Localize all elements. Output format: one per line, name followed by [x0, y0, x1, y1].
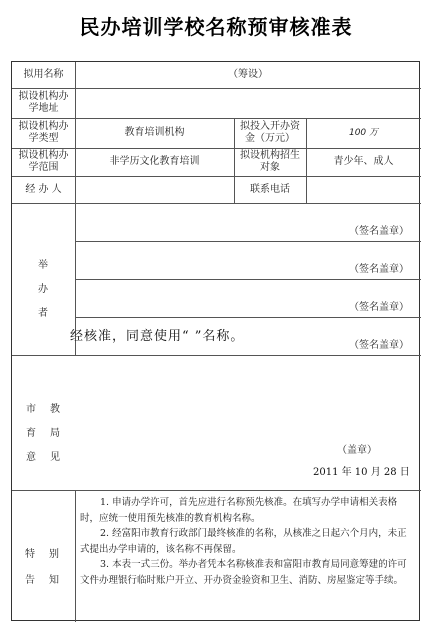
sponsor-label-char: 者: [38, 308, 48, 319]
seal-label: （盖章）: [337, 445, 377, 456]
bureau-label-char: 市: [26, 404, 36, 415]
school-scope-field[interactable]: 非学历文化教育培训: [109, 156, 200, 167]
startup-capital-field[interactable]: 100 万: [348, 128, 379, 138]
label-school-type: 拟设机构办学类型: [18, 121, 69, 144]
sponsor-signature-slot[interactable]: （签名盖章）: [349, 302, 409, 313]
sponsor-signature-slot[interactable]: （签名盖章）: [349, 226, 409, 237]
sponsor-label-char: 办: [38, 284, 48, 295]
notice-item: 1. 申请办学许可，首先应进行名称预先核准。在填写办学申请相关表格时，应统一使用预先核准的教育机构名称。: [80, 497, 398, 524]
notice-label-char: 知: [49, 575, 59, 586]
enrollment-target-field[interactable]: 青少年、成人: [333, 156, 394, 167]
approval-date: 2011 年 10 月 28 日: [313, 467, 410, 478]
label-school-scope: 拟设机构办学范围: [18, 150, 69, 173]
document-title: 民办培训学校名称预审核准表: [79, 15, 353, 39]
label-startup-capital: 拟投入开办资金（万元）: [240, 121, 300, 144]
bureau-label-char: 局: [50, 428, 60, 439]
handler-field[interactable]: [75, 176, 234, 203]
sponsor-label-char: 举: [38, 260, 48, 271]
label-contact-phone: 联系电话: [250, 183, 290, 195]
label-enrollment-target: 拟设机构招生对象: [240, 150, 300, 173]
approval-statement: 经核准，同意使用“ ”名称。: [70, 329, 245, 344]
notice-item: 2. 经富阳市教育行政部门最终核准的名称，从核准之日起六个月内，未正式提出办学申请的，该名称不再保留。: [80, 528, 407, 555]
school-address-field[interactable]: [75, 88, 421, 118]
label-proposed-name: 拟用名称: [23, 69, 64, 80]
contact-phone-field[interactable]: [306, 176, 421, 203]
bureau-label-char: 见: [50, 452, 60, 463]
bureau-label-char: 教: [50, 404, 60, 415]
label-handler: 经 办 人: [25, 183, 62, 195]
notice-label-char: 别: [49, 549, 59, 560]
notice-item: 3. 本表一式三份。举办者凭本名称核准表和富阳市教育局同意筹建的许可文件办理银行临时账户开立、开办资金验资和卫生、消防、房屋鉴定等手续。: [80, 559, 407, 586]
school-type-field[interactable]: 教育培训机构: [124, 127, 185, 138]
sponsor-signature-slot[interactable]: （签名盖章）: [349, 340, 409, 351]
notice-list: [80, 495, 414, 588]
bureau-label-char: 意: [26, 452, 36, 463]
label-school-address: 拟设机构办学地址: [18, 91, 69, 114]
notice-label-char: 告: [25, 575, 35, 586]
proposed-name-field[interactable]: （筹设）: [228, 69, 268, 80]
notice-label-char: 特: [25, 549, 35, 560]
sponsor-signature-slot[interactable]: （签名盖章）: [349, 264, 409, 275]
bureau-label-char: 育: [26, 428, 36, 439]
